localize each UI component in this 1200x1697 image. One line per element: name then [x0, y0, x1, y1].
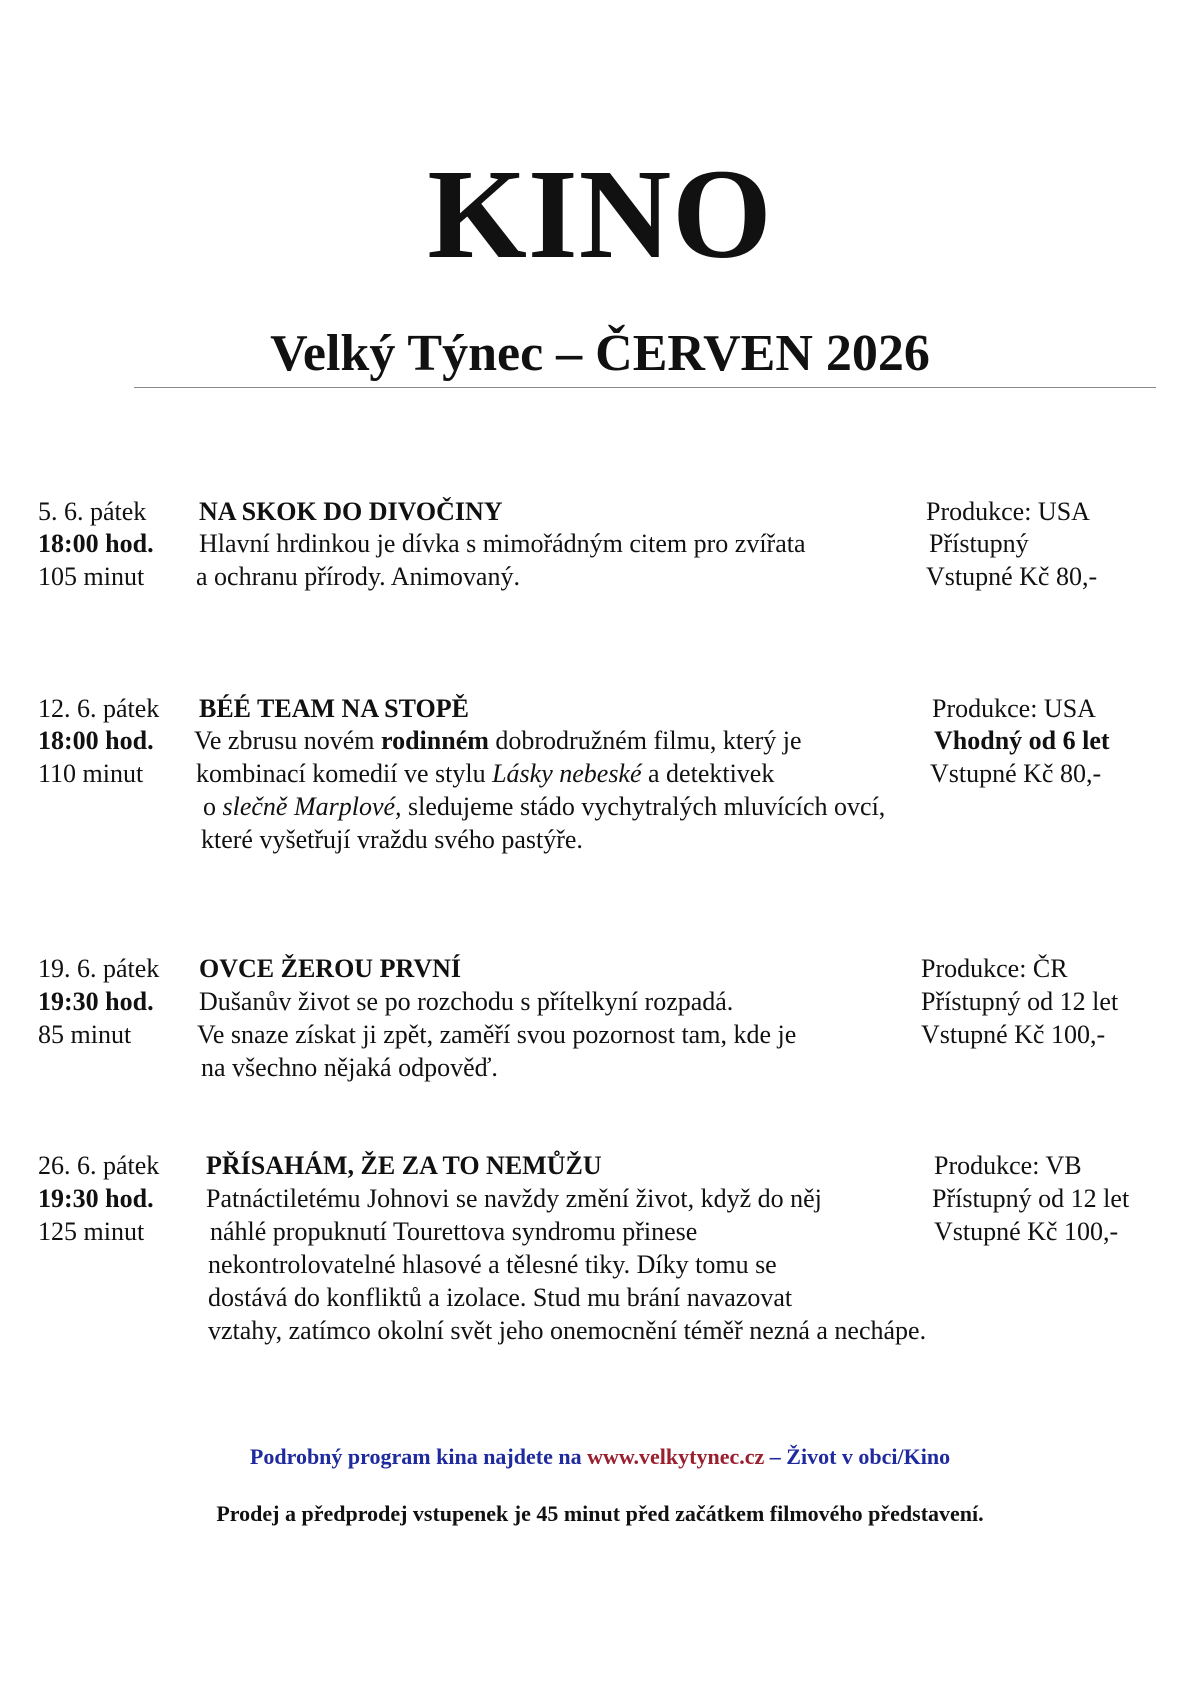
movie-description-line: dostává do konfliktů a izolace. Stud mu brání navazovat [208, 1283, 793, 1312]
movie-description-line: nekontrolovatelné hlasové a tělesné tiky. Díky tomu se [208, 1250, 777, 1279]
movie-date: 5. 6. pátek [38, 497, 147, 526]
movie-description-line: vztahy, zatímco okolní svět jeho onemocnění téměř nezná a nechápe. [208, 1316, 927, 1345]
program-info-text: Podrobný program kina najdete na [249, 1444, 588, 1469]
movie-description-line: Hlavní hrdinkou je dívka s mimořádným citem pro zvířata [199, 529, 806, 558]
movie-production: Produkce: USA [932, 694, 1096, 723]
header-divider [134, 387, 1156, 388]
movie-duration: 125 minut [38, 1217, 145, 1246]
movie-description-line: Ve snaze získat ji zpět, zaměří svou pozornost tam, kde je [197, 1020, 797, 1049]
movie-production: Produkce: USA [926, 497, 1090, 526]
movie-time: 18:00 hod. [38, 726, 154, 755]
movie-date: 26. 6. pátek [38, 1151, 160, 1180]
movie-duration: 85 minut [38, 1020, 132, 1049]
movie-time: 19:30 hod. [38, 987, 154, 1016]
movie-description-line: které vyšetřují vraždu svého pastýře. [201, 825, 583, 854]
movie-title: PŘÍSAHÁM, ŽE ZA TO NEMŮŽU [206, 1151, 602, 1180]
movie-description-line: náhlé propuknutí Tourettova syndromu přinese [210, 1217, 698, 1246]
movie-production: Produkce: ČR [921, 954, 1068, 983]
movie-description-line: o slečně Marplové, sledujeme stádo vychytralých mluvících ovcí, [203, 792, 886, 821]
movie-title: OVCE ŽEROU PRVNÍ [199, 954, 461, 983]
movie-price: Vstupné Kč 100,- [921, 1020, 1106, 1049]
movie-time: 18:00 hod. [38, 529, 154, 558]
movie-time: 19:30 hod. [38, 1184, 154, 1213]
movie-price: Vstupné Kč 80,- [930, 759, 1102, 788]
movie-duration: 110 minut [38, 759, 144, 788]
movie-price: Vstupné Kč 100,- [934, 1217, 1119, 1246]
page-title: KINO [427, 143, 773, 285]
page-subtitle: Velký Týnec – ČERVEN 2026 [270, 325, 930, 382]
movie-description-line: na všechno nějaká odpověď. [201, 1053, 498, 1082]
movie-age-rating: Přístupný od 12 let [932, 1184, 1130, 1213]
movie-description-line: kombinací komedií ve stylu Lásky nebeské a detektivek [196, 759, 775, 788]
movie-description-line: Dušanův život se po rozchodu s přítelkyní rozpadá. [199, 987, 734, 1016]
website-link[interactable]: www.velkytynec.cz [587, 1444, 765, 1469]
movie-duration: 105 minut [38, 562, 145, 591]
movie-date: 12. 6. pátek [38, 694, 160, 723]
movie-description-line: Ve zbrusu novém rodinném dobrodružném filmu, který je [194, 726, 802, 755]
movie-production: Produkce: VB [934, 1151, 1082, 1180]
movie-age-rating: Přístupný od 12 let [921, 987, 1119, 1016]
movie-age-rating: Vhodný od 6 let [934, 726, 1110, 755]
program-info [0, 1443, 1200, 1471]
movie-price: Vstupné Kč 80,- [926, 562, 1098, 591]
program-info-section: – Život v obci/Kino [764, 1444, 951, 1469]
ticket-sales-note: Prodej a předprodej vstupenek je 45 minut před začátkem filmového představení. [216, 1501, 984, 1526]
movie-title: BÉÉ TEAM NA STOPĚ [199, 694, 469, 723]
movie-age-rating: Přístupný [929, 529, 1029, 558]
movie-date: 19. 6. pátek [38, 954, 160, 983]
movie-description-line: Patnáctiletému Johnovi se navždy změní život, když do něj [206, 1184, 822, 1213]
movie-description-line: a ochranu přírody. Animovaný. [196, 562, 520, 591]
movie-title: NA SKOK DO DIVOČINY [199, 497, 503, 526]
